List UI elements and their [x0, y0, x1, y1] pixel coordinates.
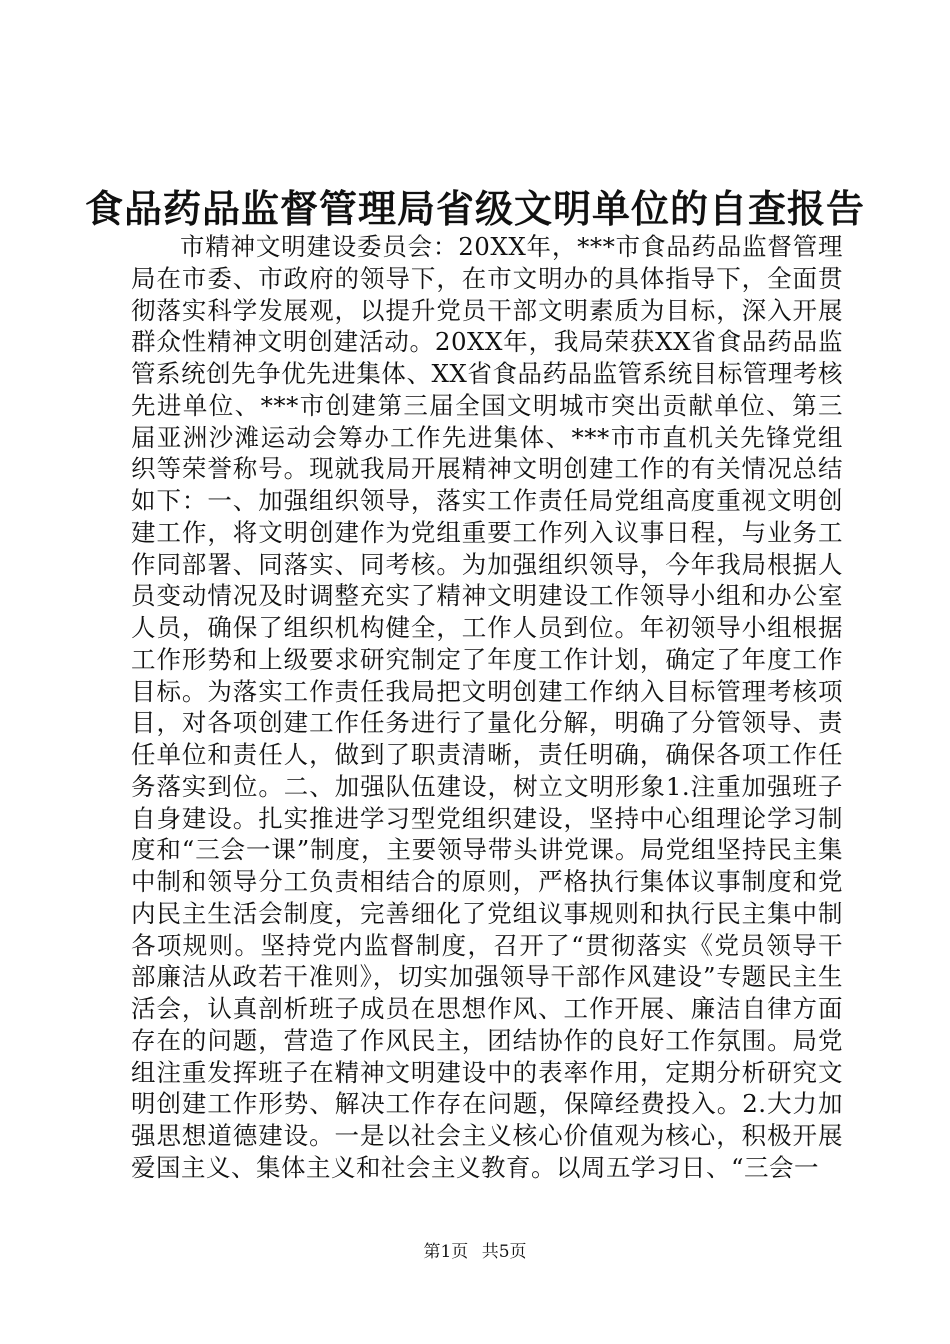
page-total: 共5页 [481, 1242, 527, 1262]
page-footer [0, 1240, 950, 1264]
page-number: 第1页 [423, 1242, 469, 1262]
document-title: 食品药品监督管理局省级文明单位的自查报告 [84, 186, 865, 231]
document-body: 市精神文明建设委员会：20XX年，***市食品药品监督管理局在市委、市政府的领导下，在市文明办的具体指导下，全面贯彻落实科学发展观，以提升党员干部文明素质为目标，深入开展群众性精神文明创建活动。20XX年，我局荣获XX省食品药品监管系统创先争优先进集体、XX省食品药品监管系统目标管理考核先进单位、***市创建第三届全国文明城市突出贡献单位、第三届亚洲沙滩运动会筹办工作先进集体、***市市直机关先锋党组织等荣誉称号。现就我局开展精神文明创建工作的有关情况总结如下：一、加强组织领导，落实工作责任局党组高度重视文明创建工作，将文明创建作为党组重要工作列入议事日程，与业务工作同部署、同落实、同考核。为加强组织领导，今年我局根据人员变动情况及时调整充实了精神文明建设工作领导小组和办公室人员，确保了组织机构健全，工作人员到位。年初领导小组根据工作形势和上级要求研究制定了年度工作计划，确定了年度工作目标。为落实工作责任我局把文明创建工作纳入目标管理考核项目，对各项创建工作任务进行了量化分解，明确了分管领导、责任单位和责任人，做到了职责清晰，责任明确，确保各项工作任务落实到位。二、加强队伍建设，树立文明形象1.注重加强班子自身建设。扎实推进学习型党组织建设，坚持中心组理论学习制度和“三会一课”制度，主要领导带头讲党课。局党组坚持民主集中制和领导分工负责相结合的原则，严格执行集体议事制度和党内民主生活会制度，完善细化了党组议事规则和执行民主集中制各项规则。坚持党内监督制度，召开了“贯彻落实《党员领导干部廉洁从政若干准则》，切实加强领导干部作风建设”专题民主生活会，认真剖析班子成员在思想作风、工作开展、廉洁自律方面存在的问题，营造了作风民主，团结协作的良好工作氛围。局党组注重发挥班子在精神文明建设中的表率作用，定期分析研究文明创建工作形势、解决工作存在问题，保障经费投入。2.大力加强思想道德建设。一是以社会主义核心价值观为核心，积极开展爱国主义、集体主义和社会主义教育。以周五学习日、“三会一 [131, 232, 843, 1182]
